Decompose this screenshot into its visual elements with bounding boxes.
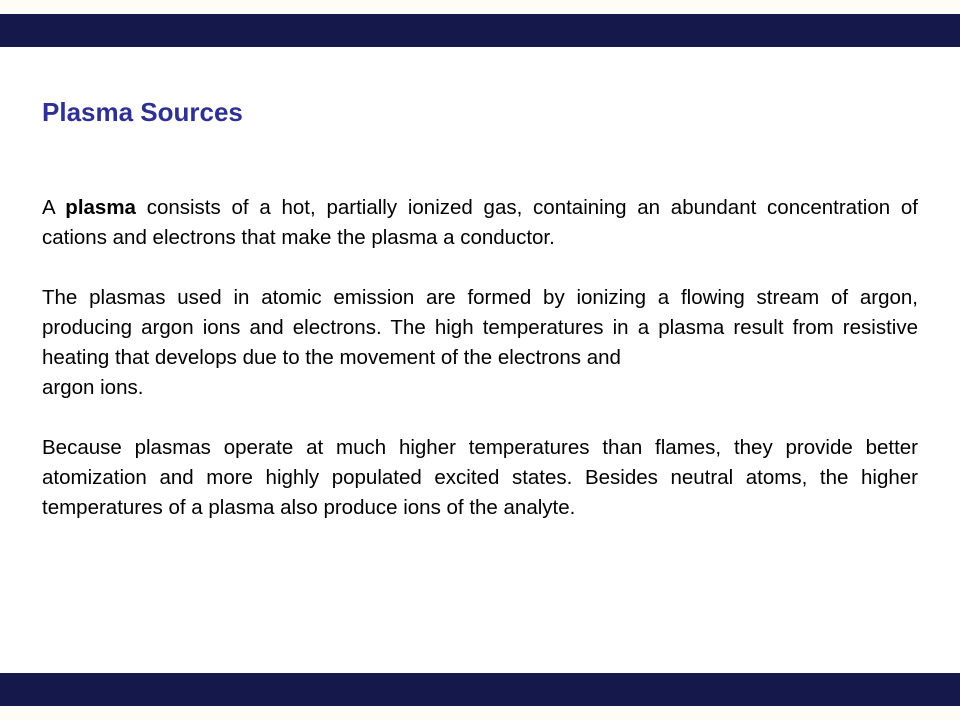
top-band <box>0 14 960 47</box>
paragraph-2-continuation: argon ions. <box>42 376 144 399</box>
paragraph-3-text: Because plasmas operate at much higher temperatures than flames, they provide better atomization and more highly populated excited states. Besides neutral atoms, the higher temperatures of a plasma also produce ions of the analyte. <box>42 436 918 519</box>
paragraph-2-text: The plasmas used in atomic emission are formed by ionizing a flowing stream of argon, producing argon ions and electrons. The high temperatures in a plasma result from resistive heating that develops due to the movement of the electrons and <box>42 286 918 369</box>
paragraph-plasma-advantages <box>42 433 918 523</box>
paragraph-1-prefix: A <box>42 196 66 219</box>
paragraph-1-rest: consists of a hot, partially ionized gas, containing an abundant concentration of cations and electrons that make the plasma a conductor. <box>42 196 918 249</box>
paragraph-plasma-formation <box>42 283 918 403</box>
paragraph-plasma-definition <box>42 193 918 253</box>
top-margin <box>0 0 960 14</box>
bottom-margin <box>0 706 960 720</box>
bottom-band <box>0 673 960 706</box>
slide-title: Plasma Sources <box>42 97 243 127</box>
slide-body <box>42 193 918 523</box>
plasma-term: plasma <box>65 196 136 219</box>
